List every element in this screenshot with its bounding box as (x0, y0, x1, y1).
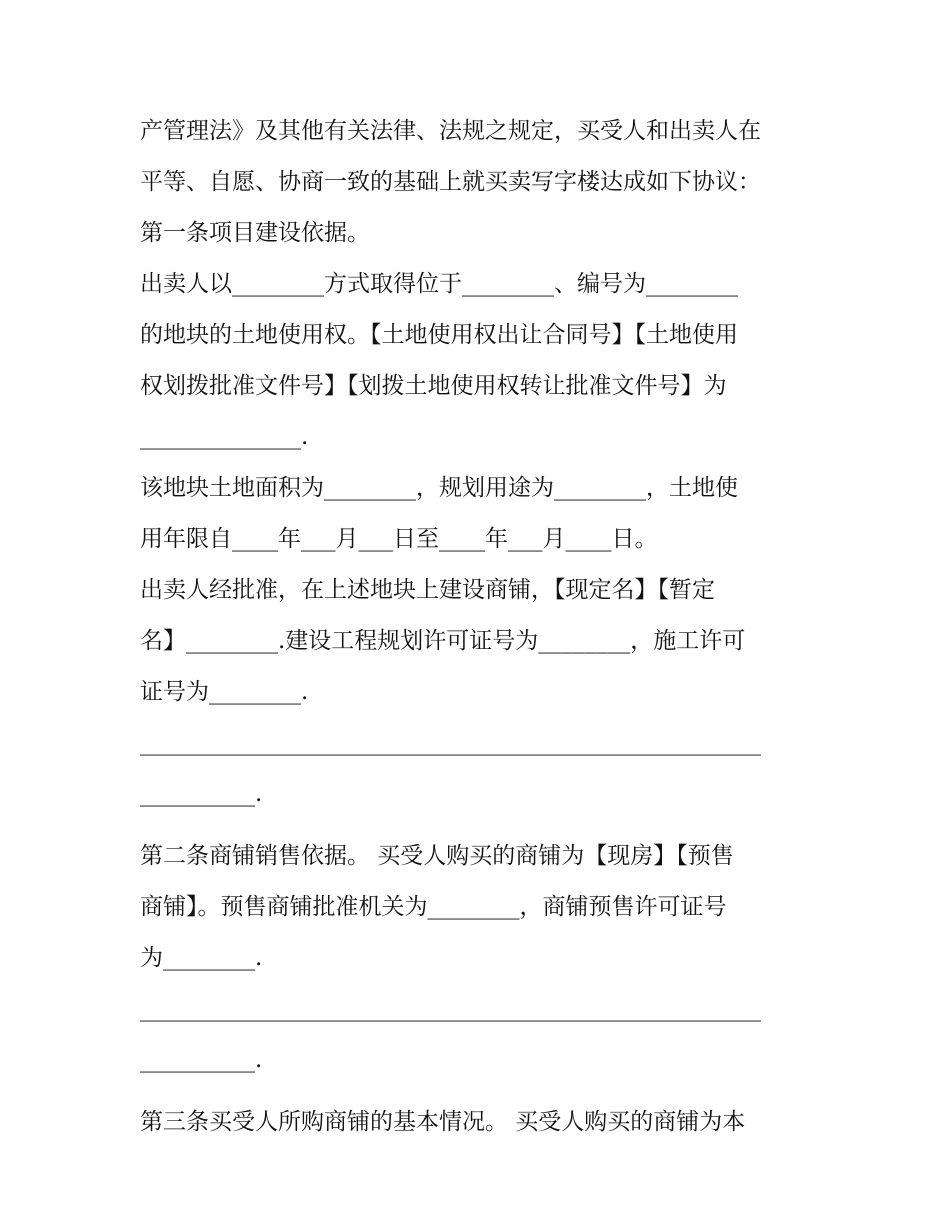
text-line: 该地块土地面积为________，规划用途为________，土地使 (140, 475, 738, 501)
article-heading: 第一条项目建设依据。 (140, 220, 370, 246)
text-line: 出卖人以________方式取得位于________、编号为________ (140, 271, 738, 297)
text-line: 名】________.建设工程规划许可证号为________，施工许可 (140, 628, 746, 654)
text-line: 平等、自愿、协商一致的基础上就买卖写字楼达成如下协议： (140, 169, 761, 195)
text-line: 权划拨批准文件号】【划拨土地使用权转让批准文件号】为 (140, 373, 727, 399)
article-heading: 第三条买受人所购商铺的基本情况。 买受人购买的商铺为本 (140, 1109, 746, 1135)
blank-field-line: __________. (140, 1047, 263, 1073)
blank-field-line: __________. (140, 781, 263, 807)
blank-field-line: ______________________________________________________ (140, 996, 761, 1022)
text-line: 证号为________. (140, 679, 309, 705)
article-heading: 第二条商铺销售依据。 买受人购买的商铺为【现房】【预售 (140, 843, 734, 869)
text-line: 出卖人经批准，在上述地块上建设商铺，【现定名】【暂定 (140, 577, 715, 603)
text-line: 商铺】。预售商铺批准机关为________，商铺预售许可证号 (140, 894, 727, 920)
text-line: 用年限自____年___月___日至____年___月____日。 (140, 526, 658, 552)
text-line: 的地块的土地使用权。【土地使用权出让合同号】【土地使用 (140, 322, 738, 348)
text-line: 为________. (140, 945, 263, 971)
document-body (140, 106, 820, 1148)
blank-field-line: ______________________________________________________ (140, 730, 761, 756)
text-line: 产管理法》及其他有关法律、法规之规定，买受人和出卖人在 (140, 118, 761, 144)
blank-field-line: ______________. (140, 424, 309, 450)
